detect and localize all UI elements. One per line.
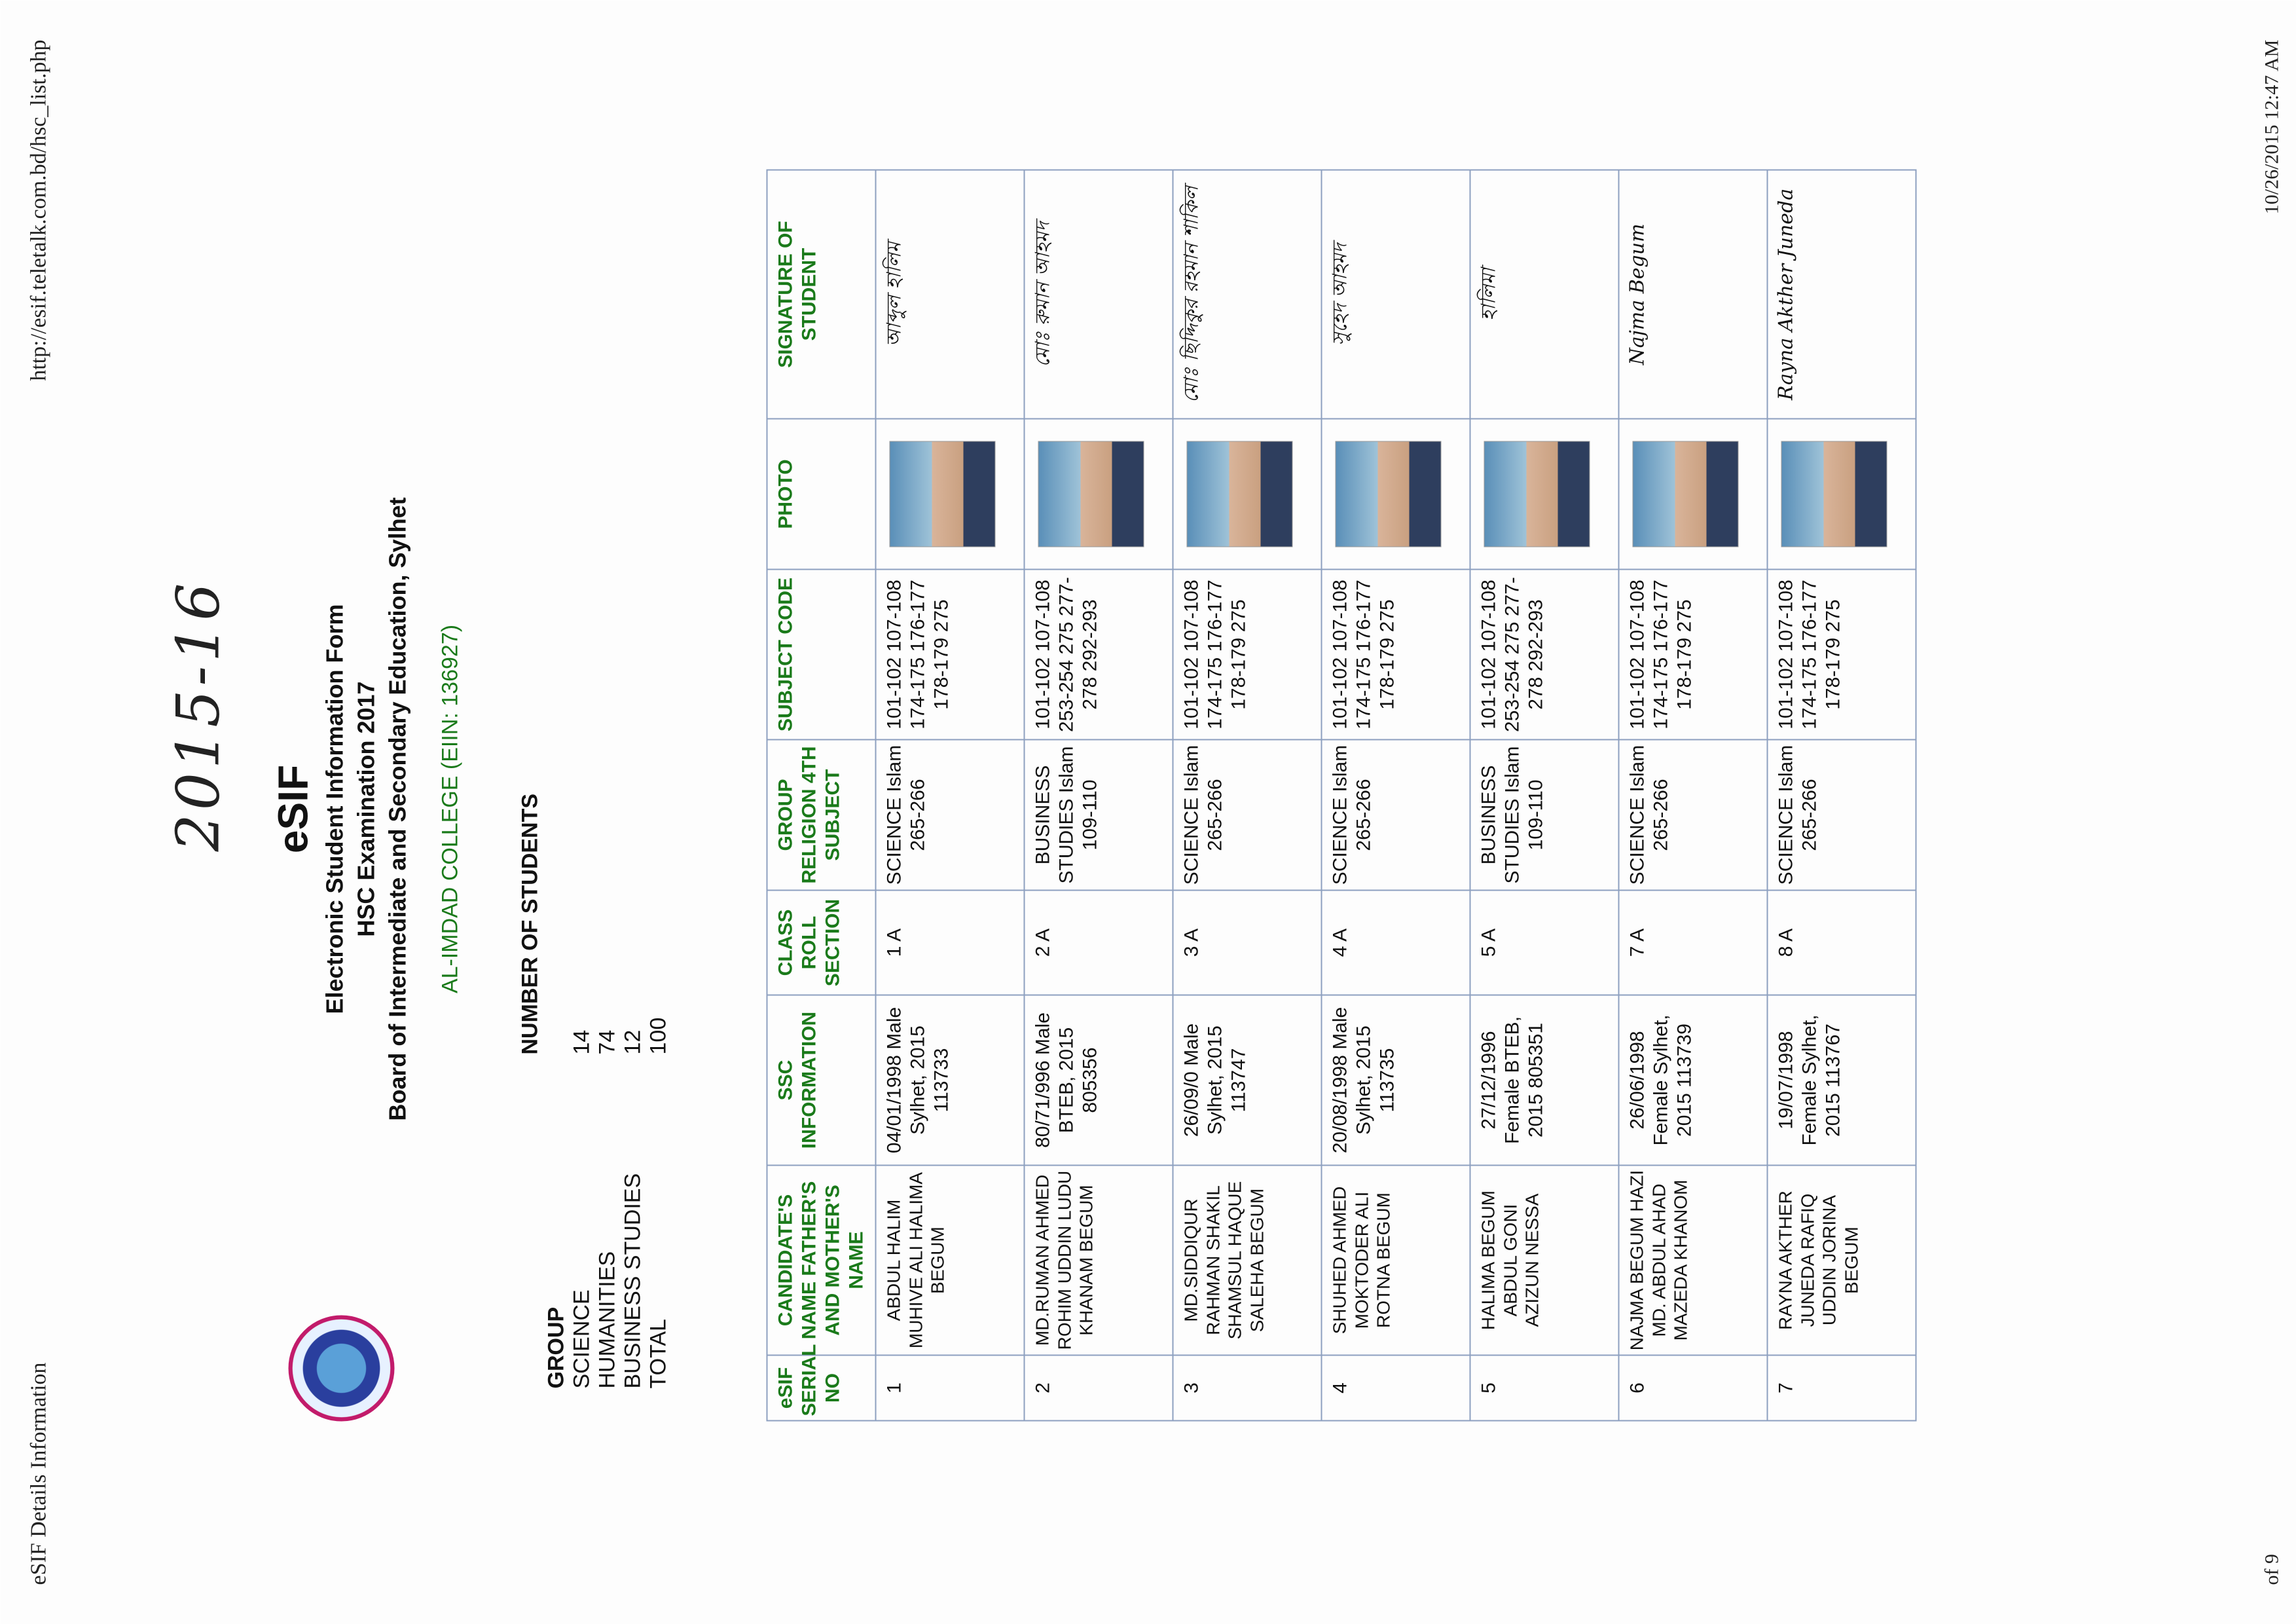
group-summary: [517, 793, 671, 1388]
header-photo: PHOTO: [767, 418, 875, 569]
student-photo: [1335, 441, 1441, 547]
student-signature: Najma Begum: [1618, 170, 1767, 418]
header-group: GROUP RELIGION 4TH SUBJECT: [767, 739, 875, 890]
header-ssc: SSC INFORMATION: [767, 995, 875, 1165]
table-row: 6 NAJMA BEGUM HAZI MD. ABDUL AHAD MAZEDA KHANOM 26/06/1998 Female Sylhet, 2015 113739 7 A SCIENCE Islam 265-266 101-102 107-108 174-175 176-177 178-179 275 Najma Begum: [1618, 170, 1767, 1420]
student-table: [766, 169, 1916, 1421]
browser-print-date: 10/26/2015 12:47 AM: [2261, 39, 2282, 214]
student-photo: [1781, 441, 1887, 547]
header-line2: HSC Examination 2017: [352, 680, 379, 937]
header-names: CANDIDATE'S NAME FATHER'S AND MOTHER'S NAME: [767, 1165, 875, 1355]
browser-print-title: eSIF Details Information: [26, 1362, 50, 1585]
table-row: 5 HALIMA BEGUM ABDUL GONI AZIZUN NESSA 27/12/1996 Female BTEB, 2015 805351 5 A BUSINESS STUDIES Islam 109-110 101-102 107-108 253-254 275 277-278 292-293 হালিমা: [1470, 170, 1618, 1420]
college-name: AL-IMDAD COLLEGE (EIIN: 136927): [437, 624, 462, 993]
student-signature: হালিমা: [1470, 170, 1618, 418]
header-line3: Board of Intermediate and Secondary Education, Sylhet: [384, 496, 410, 1121]
student-photo: [1484, 441, 1590, 547]
header-roll: CLASS ROLL SECTION: [767, 890, 875, 995]
browser-print-page: of 9: [2261, 1553, 2282, 1585]
group-header: GROUP: [543, 1306, 568, 1388]
table-header-row: [767, 170, 875, 1420]
table-row: 3 MD.SIDDIQUR RAHMAN SHAKIL SHAMSUL HAQUE SALEHA BEGUM 26/09/0 Male Sylhet, 2015 113747 3 A SCIENCE Islam 265-266 101-102 107-108 174-175 176-177 178-179 275 মোঃ ছিদ্দিকুর রহমান শাকিল: [1173, 170, 1321, 1420]
student-photo: [1186, 441, 1292, 547]
header-codes: SUBJECT CODE: [767, 569, 875, 739]
group-row: SCIENCE 14: [569, 1029, 594, 1388]
browser-print-url: http://esif.teletalk.com.bd/hsc_list.php: [26, 39, 50, 381]
count-header: NUMBER OF STUDENTS: [517, 793, 542, 1054]
student-signature: Rayna Akther Juneda: [1767, 170, 1916, 418]
table-row: 7 RAYNA AKTHER JUNEDA RAFIQ UDDIN JORINA BEGUM 19/07/1998 Female Sylhet, 2015 113767 8 A SCIENCE Islam 265-266 101-102 107-108 174-175 176-177 178-179 275 Rayna Akther Juneda: [1767, 170, 1916, 1420]
handwritten-note: 2015-16: [164, 579, 232, 851]
student-signature: সুহেদ আহমদ: [1321, 170, 1470, 418]
table-row: 2 MD.RUMAN AHMED ROHIM UDDIN LUDU KHANAM BEGUM 80/71/996 Male BTEB, 2015 805356 2 A BUSINESS STUDIES Islam 109-110 101-102 107-108 253-254 275 277-278 292-293 মোঃ রুমান আহমদ: [1024, 170, 1173, 1420]
group-row: HUMANITIES 74: [594, 1029, 619, 1388]
student-photo: [1038, 441, 1144, 547]
table-row: 1 ABDUL HALIM MUHIVE ALI HALIMA BEGUM 04/01/1998 Male Sylhet, 2015 113733 1 A SCIENCE Islam 265-266 101-102 107-108 174-175 176-177 178-179 275 আব্দুল হালিম: [875, 170, 1024, 1420]
student-signature: মোঃ রুমান আহমদ: [1024, 170, 1173, 418]
group-row: TOTAL 100: [646, 1017, 670, 1388]
table-row: 4 SHUHED AHMED MOKTODER ALI ROTNA BEGUM 20/08/1998 Male Sylhet, 2015 113735 4 A SCIENCE Islam 265-266 101-102 107-108 174-175 176-177 178-179 275 সুহেদ আহমদ: [1321, 170, 1470, 1420]
student-signature: মোঃ ছিদ্দিকুর রহমান শাকিল: [1173, 170, 1321, 418]
group-row: BUSINESS STUDIES 12: [620, 1029, 645, 1388]
student-signature: আব্দুল হালিম: [875, 170, 1024, 418]
form-header: [268, 111, 463, 1506]
header-line1: Electronic Student Information Form: [321, 603, 348, 1014]
student-photo: [889, 441, 995, 547]
header-esif: eSIF: [269, 764, 316, 853]
header-signature: SIGNATURE OF STUDENT: [767, 170, 875, 418]
student-photo: [1632, 441, 1738, 547]
header-serial: eSIF SERIAL NO: [767, 1355, 875, 1420]
